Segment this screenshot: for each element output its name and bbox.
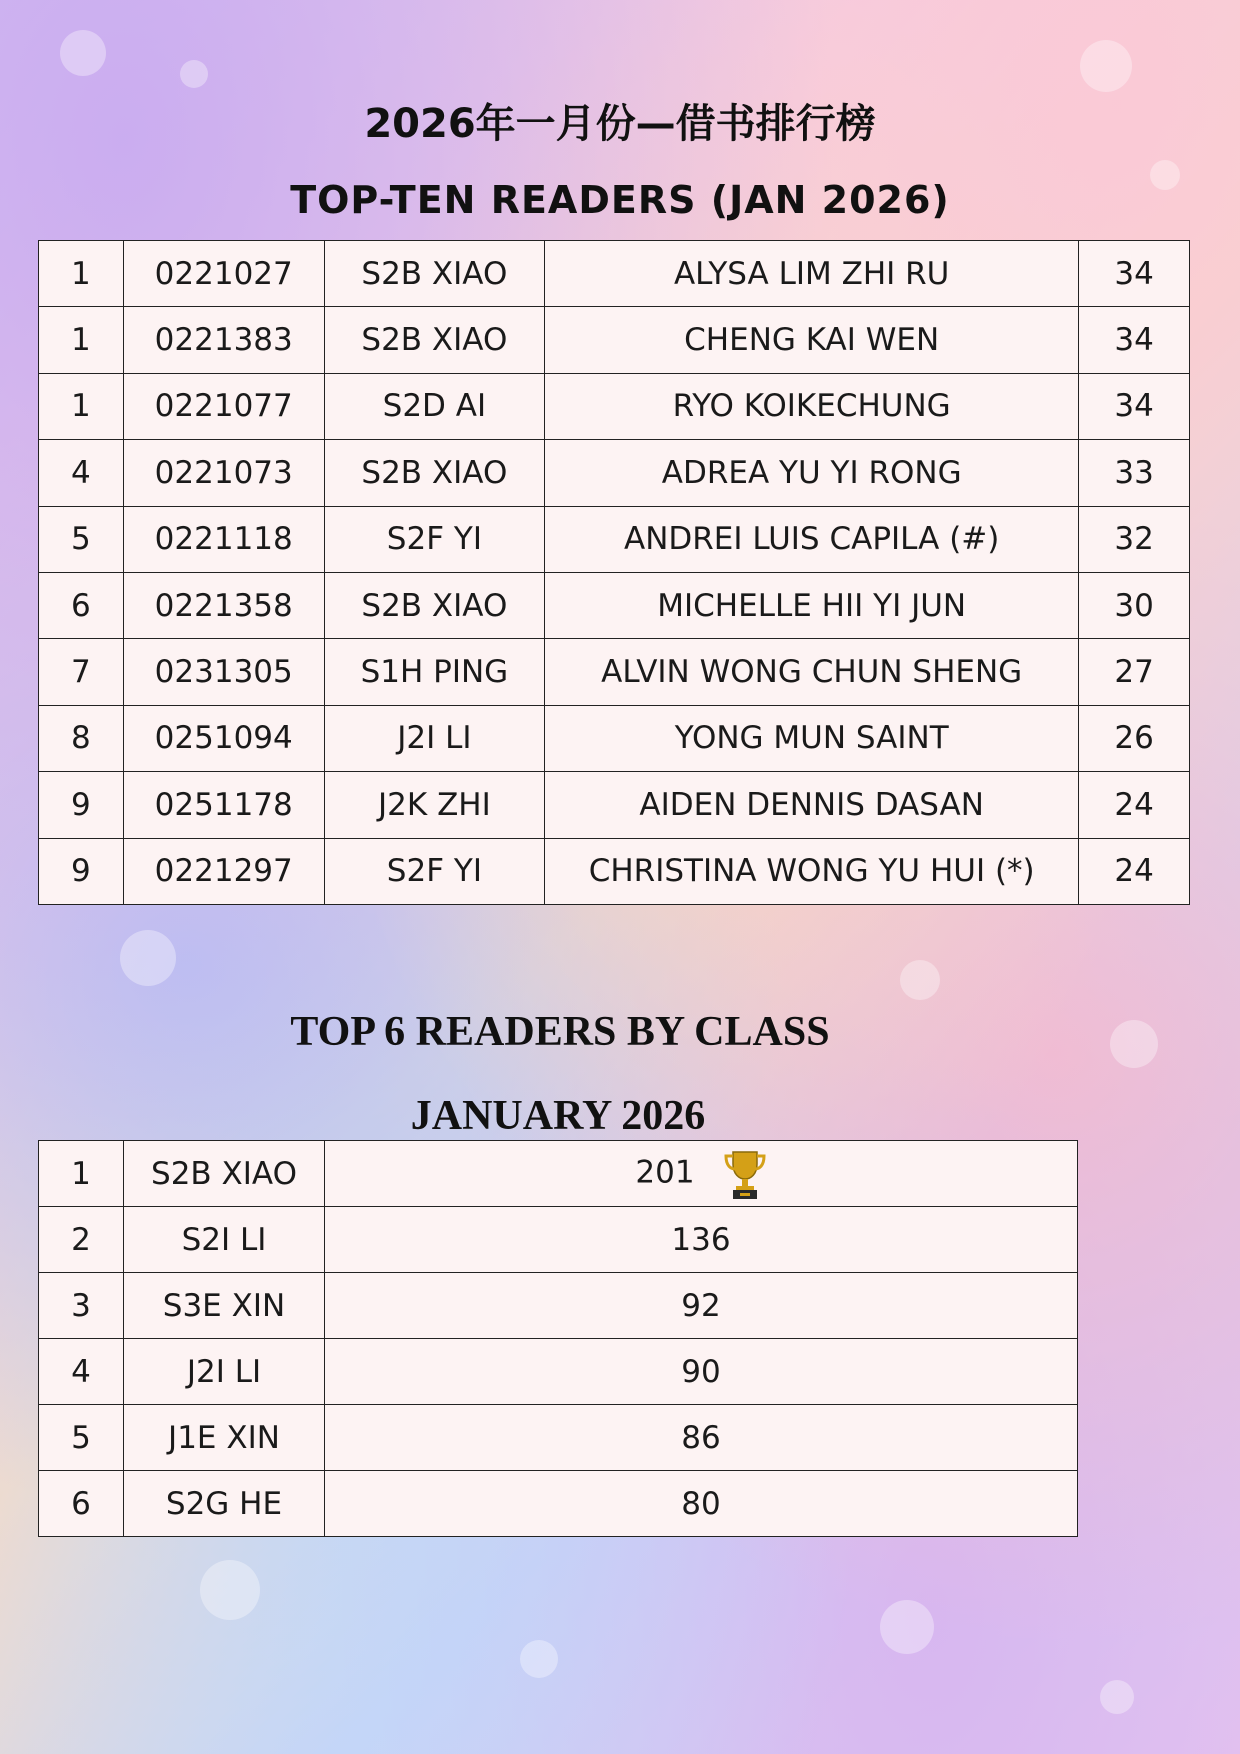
student-id-cell: 0221297: [123, 838, 324, 904]
class-cell: S2G HE: [124, 1471, 325, 1537]
student-id-cell: 0221358: [123, 572, 324, 638]
class-total-cell: [325, 1471, 1078, 1537]
rank-cell: 5: [39, 506, 124, 572]
top-readers-table: [38, 240, 1190, 905]
class-cell: S2D AI: [324, 373, 545, 439]
class-total-value: 86: [681, 1419, 721, 1456]
books-count-cell: 27: [1079, 639, 1190, 705]
bokeh-light: [60, 30, 106, 76]
student-name-cell: YONG MUN SAINT: [545, 705, 1079, 771]
class-cell: S2B XIAO: [324, 307, 545, 373]
class-cell: S2B XIAO: [324, 241, 545, 307]
page-title-english: TOP-TEN READERS (JAN 2026): [290, 178, 950, 222]
class-cell: J2I LI: [124, 1339, 325, 1405]
student-name-cell: RYO KOIKECHUNG: [545, 373, 1079, 439]
student-id-cell: 0221118: [123, 506, 324, 572]
table-row: [39, 639, 1190, 705]
rank-cell: 9: [39, 772, 124, 838]
class-cell: J2K ZHI: [324, 772, 545, 838]
table-row: [39, 373, 1190, 439]
class-cell: S2F YI: [324, 506, 545, 572]
rank-cell: 8: [39, 705, 124, 771]
rank-cell: 1: [39, 373, 124, 439]
student-id-cell: 0251178: [123, 772, 324, 838]
bokeh-light: [120, 930, 176, 986]
student-id-cell: 0221027: [123, 241, 324, 307]
student-name-cell: ALYSA LIM ZHI RU: [545, 241, 1079, 307]
table-row: [39, 572, 1190, 638]
table-row: [39, 838, 1190, 904]
rank-cell: 6: [39, 572, 124, 638]
books-count-cell: 24: [1079, 772, 1190, 838]
rank-cell: 5: [39, 1405, 124, 1471]
bokeh-light: [880, 1600, 934, 1654]
class-cell: S2B XIAO: [324, 572, 545, 638]
class-total-cell: [325, 1207, 1078, 1273]
rank-cell: 9: [39, 838, 124, 904]
books-count-cell: 34: [1079, 373, 1190, 439]
class-cell: S2B XIAO: [124, 1141, 325, 1207]
table-row: [39, 307, 1190, 373]
bokeh-light: [900, 960, 940, 1000]
student-id-cell: 0221073: [123, 440, 324, 506]
rank-cell: 2: [39, 1207, 124, 1273]
class-total-cell: [325, 1141, 1078, 1207]
table-row: [39, 1141, 1078, 1207]
table-row: [39, 1339, 1078, 1405]
table-row: [39, 1405, 1078, 1471]
class-total-cell: [325, 1339, 1078, 1405]
student-id-cell: 0221077: [123, 373, 324, 439]
class-cell: S2B XIAO: [324, 440, 545, 506]
class-cell: J1E XIN: [124, 1405, 325, 1471]
rank-cell: 3: [39, 1273, 124, 1339]
rank-cell: 1: [39, 307, 124, 373]
student-name-cell: AIDEN DENNIS DASAN: [545, 772, 1079, 838]
class-total-cell: [325, 1405, 1078, 1471]
table-row: [39, 705, 1190, 771]
rank-cell: 4: [39, 1339, 124, 1405]
student-name-cell: ANDREI LUIS CAPILA (#): [545, 506, 1079, 572]
table-row: [39, 1471, 1078, 1537]
rank-cell: 4: [39, 440, 124, 506]
class-cell: S2F YI: [324, 838, 545, 904]
student-name-cell: CHRISTINA WONG YU HUI (*): [545, 838, 1079, 904]
class-total-value: 90: [681, 1353, 721, 1390]
class-total-cell: [325, 1273, 1078, 1339]
page-title-chinese: 2026年一月份—借书排行榜: [364, 101, 876, 147]
rank-cell: 7: [39, 639, 124, 705]
rank-cell: 6: [39, 1471, 124, 1537]
class-cell: S2I LI: [124, 1207, 325, 1273]
table-row: [39, 772, 1190, 838]
class-cell: S1H PING: [324, 639, 545, 705]
student-name-cell: ALVIN WONG CHUN SHENG: [545, 639, 1079, 705]
books-count-cell: 33: [1079, 440, 1190, 506]
bokeh-light: [520, 1640, 558, 1678]
class-section-month: JANUARY 2026: [410, 1093, 706, 1139]
class-cell: S3E XIN: [124, 1273, 325, 1339]
bokeh-light: [1080, 40, 1132, 92]
student-name-cell: ADREA YU YI RONG: [545, 440, 1079, 506]
rank-cell: 1: [39, 241, 124, 307]
student-name-cell: CHENG KAI WEN: [545, 307, 1079, 373]
class-total-value: 136: [671, 1221, 731, 1258]
class-section-title: TOP 6 READERS BY CLASS: [290, 1009, 830, 1055]
student-id-cell: 0251094: [123, 705, 324, 771]
books-count-cell: 24: [1079, 838, 1190, 904]
student-id-cell: 0231305: [123, 639, 324, 705]
books-count-cell: 30: [1079, 572, 1190, 638]
bokeh-light: [180, 60, 208, 88]
student-name-cell: MICHELLE HII YI JUN: [545, 572, 1079, 638]
table-row: [39, 1207, 1078, 1273]
rank-cell: 1: [39, 1141, 124, 1207]
bokeh-light: [200, 1560, 260, 1620]
bokeh-light: [1100, 1680, 1134, 1714]
table-row: [39, 440, 1190, 506]
class-total-value: 80: [681, 1485, 721, 1522]
books-count-cell: 26: [1079, 705, 1190, 771]
class-total-value: 201: [635, 1154, 695, 1190]
books-count-cell: 34: [1079, 241, 1190, 307]
class-total-value: 92: [681, 1287, 721, 1324]
top-classes-table: [38, 1140, 1078, 1537]
table-row: [39, 1273, 1078, 1339]
table-row: [39, 506, 1190, 572]
class-cell: J2I LI: [324, 705, 545, 771]
table-row: [39, 241, 1190, 307]
books-count-cell: 32: [1079, 506, 1190, 572]
books-count-cell: 34: [1079, 307, 1190, 373]
student-id-cell: 0221383: [123, 307, 324, 373]
trophy-icon: [723, 1148, 767, 1200]
